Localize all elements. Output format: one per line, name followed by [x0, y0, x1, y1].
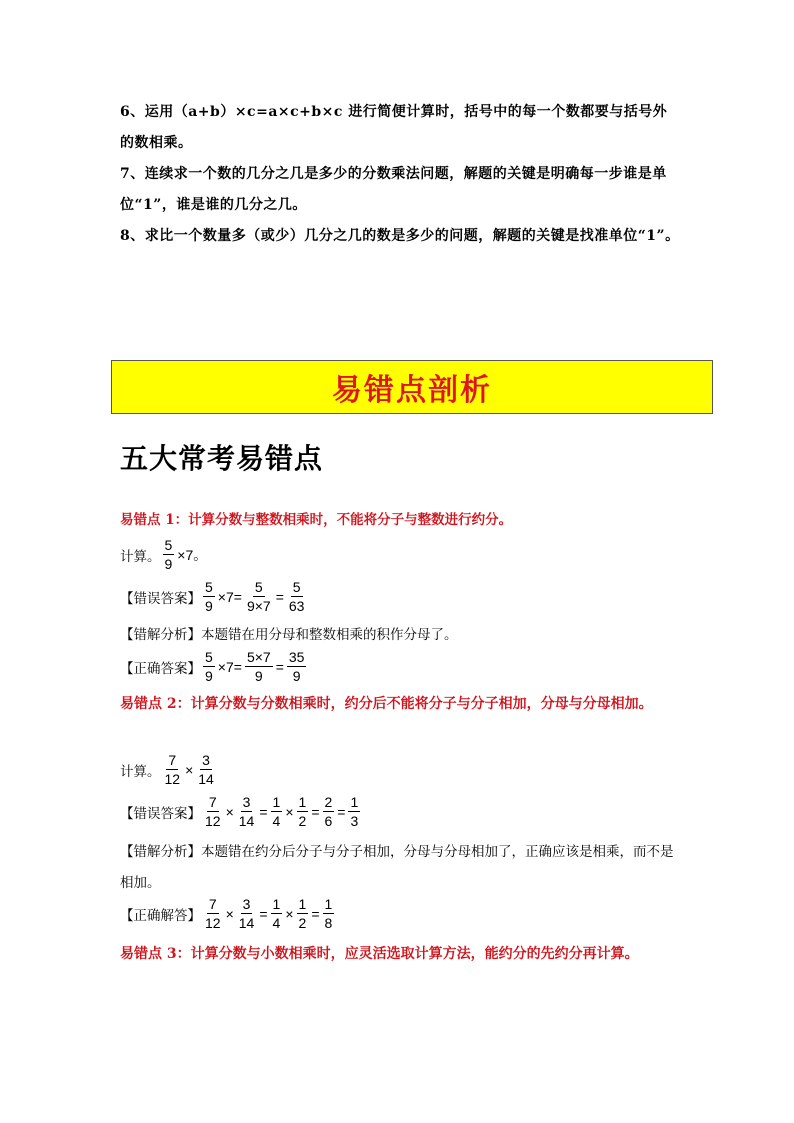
fraction: $\frac{1}{8}$	[324, 896, 333, 931]
analysis-label: 【错解分析】	[120, 844, 201, 860]
fraction: $\frac{5}{63}$	[288, 579, 305, 614]
fraction: $\frac{3}{14}$	[238, 896, 255, 931]
fraction: $\frac{1}{2}$	[298, 794, 307, 829]
fraction: $\frac{5}{9}$	[205, 649, 213, 684]
error-1-question	[120, 537, 208, 572]
fraction: $\frac{3}{14}$	[198, 752, 214, 787]
error-2-wrong-answer	[120, 794, 362, 829]
operator: =	[337, 803, 346, 820]
fraction: $\frac{3}{14}$	[238, 794, 255, 829]
error-1-analysis	[120, 623, 458, 643]
error-1-wrong-answer	[120, 579, 308, 614]
operator: =	[259, 803, 268, 820]
expression-text: ×7。	[177, 546, 208, 563]
fraction: $\frac{1}{4}$	[272, 794, 281, 829]
fraction: $\frac{2}{6}$	[324, 794, 333, 829]
operator: ×	[225, 905, 234, 922]
operator: ×	[285, 803, 294, 820]
operator: =	[311, 905, 320, 922]
fraction: $\frac{35}{9}$	[288, 649, 305, 684]
wrong-answer-label: 【错误答案】	[120, 590, 201, 607]
fraction: $\frac{1}{3}$	[350, 794, 359, 829]
fraction: $\frac{7}{12}$	[205, 896, 221, 931]
error-1-heading: 易错点 1：计算分数与整数相乘时，不能将分子与整数进行约分。	[120, 512, 513, 528]
section-title: 五大常考易错点	[120, 442, 324, 475]
fraction: $\frac{1}{2}$	[298, 896, 307, 931]
error-2-heading: 易错点 2：计算分数与分数相乘时，约分后不能将分子与分子相加，分母与分母相加。	[120, 696, 653, 712]
question-label: 计算。	[120, 763, 161, 780]
analysis-label: 【错解分析】	[120, 627, 201, 643]
operator: ×	[285, 905, 294, 922]
operator: =	[275, 588, 284, 605]
point-8: 8、求比一个数量多（或少）几分之几的数是多少的问题，解题的关键是找准单位“1”。	[120, 228, 680, 244]
operator: ×	[185, 761, 194, 778]
fraction: $\frac{1}{4}$	[272, 896, 281, 931]
operator: =	[259, 905, 268, 922]
fraction: $\frac{5}{9\times 7}$	[246, 579, 271, 614]
question-label: 计算。	[120, 548, 161, 565]
fraction: $\frac{5}{9}$	[164, 537, 173, 572]
fraction: $\frac{5\times 7}{9}$	[246, 649, 271, 684]
fraction: $\frac{7}{12}$	[205, 794, 221, 829]
correct-answer-label: 【正确答案】	[120, 660, 201, 677]
fraction: $\frac{5}{9}$	[205, 579, 213, 614]
analysis-text: 本题错在约分后分子与分子相加，分母与分母相加了，正确应该是相乘，而不是相加。	[120, 844, 674, 891]
point-6: 6、运用（a+b）×c=a×c+b×c 进行简便计算时，括号中的每一个数都要与括号外的数相乘。	[120, 104, 668, 151]
error-1-correct-answer	[120, 649, 308, 684]
wrong-answer-label: 【错误答案】	[120, 805, 201, 822]
error-2-correct-answer	[120, 896, 336, 931]
operator: =	[311, 803, 320, 820]
correct-answer-label: 【正确解答】	[120, 907, 201, 924]
operator: ×7=	[217, 658, 242, 675]
point-7: 7、连续求一个数的几分之几是多少的分数乘法问题，解题的关键是明确每一步谁是单位“1”，谁是谁的几分之几。	[120, 166, 667, 213]
operator: ×	[225, 803, 234, 820]
error-2-question	[120, 752, 218, 787]
error-3-heading: 易错点 3：计算分数与小数相乘时，应灵活选取计算方法，能约分的先约分再计算。	[120, 946, 639, 962]
section-banner	[111, 360, 713, 414]
fraction: $\frac{7}{12}$	[164, 752, 181, 787]
operator: =	[275, 658, 284, 675]
error-2-analysis	[120, 837, 680, 899]
analysis-text: 本题错在用分母和整数相乘的积作分母了。	[201, 627, 458, 643]
operator: ×7=	[217, 588, 242, 605]
banner-title: 易错点剖析	[332, 373, 492, 408]
